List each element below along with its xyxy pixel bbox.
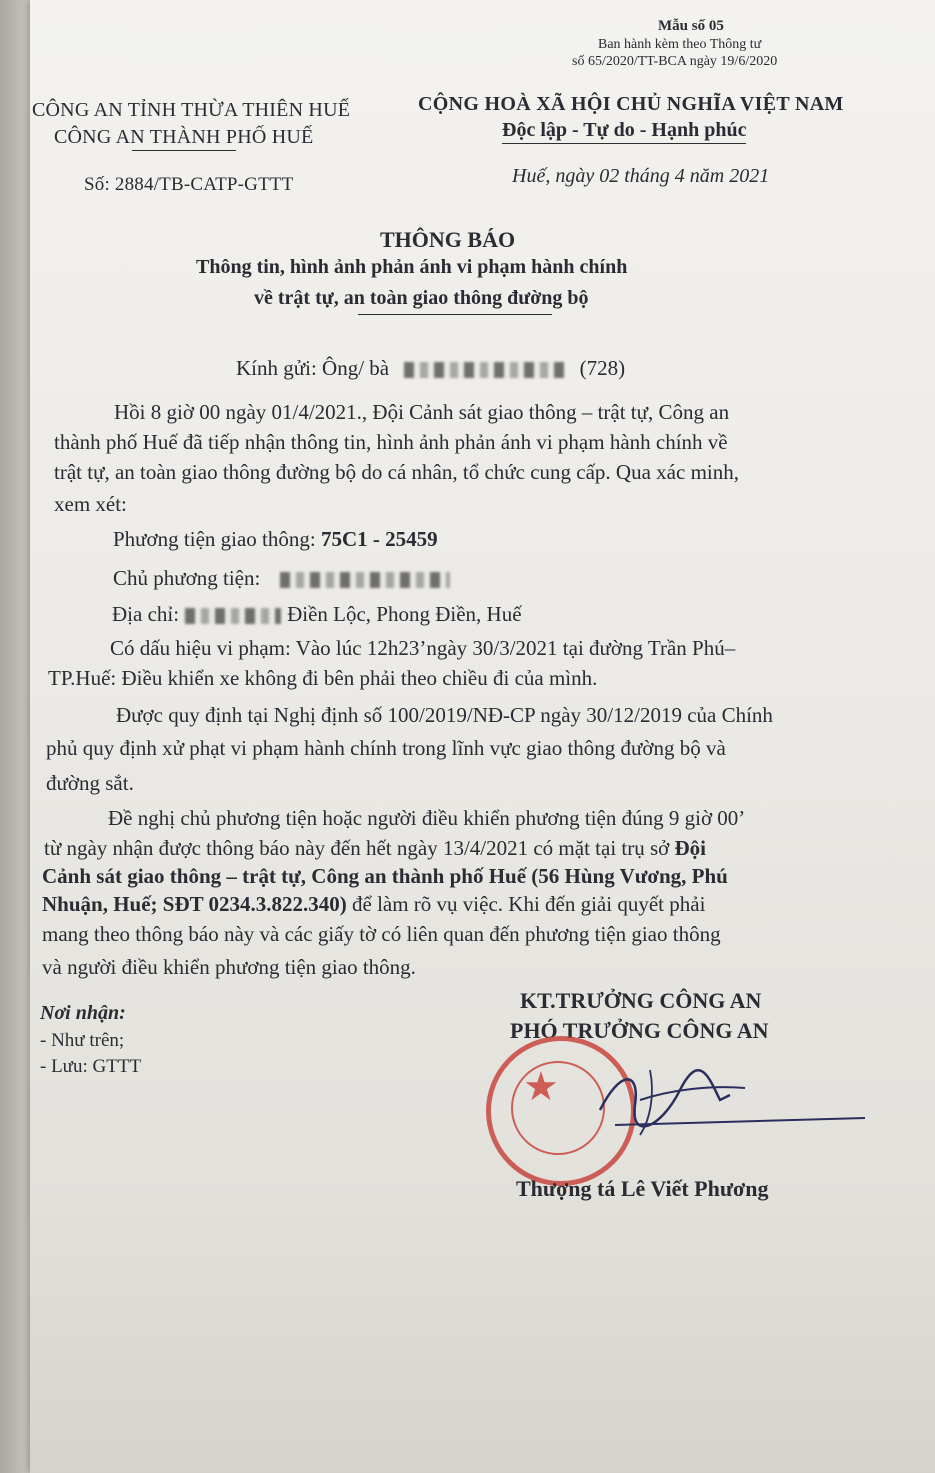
nation-heading: CỘNG HOÀ XÃ HỘI CHỦ NGHĨA VIỆT NAM — [418, 93, 844, 115]
request-line2 — [44, 836, 706, 861]
owner-line — [113, 566, 450, 591]
redacted-address — [185, 608, 281, 624]
signature-title-line1: KT.TRƯỞNG CÔNG AN — [520, 988, 762, 1013]
signature-title-line2: PHÓ TRƯỞNG CÔNG AN — [510, 1018, 769, 1043]
vehicle-label: Phương tiện giao thông: — [113, 527, 321, 551]
request-line5: mang theo thông báo này và các giấy tờ có liên quan đến phương tiện giao thông — [42, 922, 721, 946]
form-reference-line2: số 65/2020/TT-BCA ngày 19/6/2020 — [572, 54, 778, 69]
document-subtitle-line1: Thông tin, hình ảnh phản ánh vi phạm hành chính — [196, 256, 628, 278]
vehicle-line — [113, 527, 438, 552]
agency-parent: CÔNG AN TỈNH THỪA THIÊN HUẾ — [32, 99, 351, 121]
agency-underline — [132, 150, 236, 151]
document-title: THÔNG BÁO — [380, 227, 516, 252]
address-tail: Điền Lộc, Phong Điền, Huế — [287, 602, 522, 626]
violation-line1: Có dấu hiệu vi phạm: Vào lúc 12h23’ngày 30/3/2021 tại đường Trần Phú– — [110, 636, 736, 660]
body-p1-line1: Hồi 8 giờ 00 ngày 01/4/2021., Đội Cảnh sát giao thông – trật tự, Công an — [114, 400, 730, 424]
violation-line2: TP.Huế: Điều khiển xe không đi bên phải theo chiều đi của mình. — [48, 666, 598, 690]
address-line — [112, 602, 522, 627]
document-number: Số: 2884/TB-CATP-GTTT — [84, 174, 294, 195]
request-line4 — [42, 892, 705, 917]
request-line2-bold: Đội — [674, 836, 707, 860]
body-p1-line4: xem xét: — [54, 492, 127, 516]
request-line2-text: từ ngày nhận được thông báo này đến hết ngày 13/4/2021 có mặt tại trụ sở — [44, 836, 675, 860]
regulation-line2: phủ quy định xử phạt vi phạm hành chính trong lĩnh vực giao thông đường bộ và — [46, 736, 726, 760]
regulation-line1: Được quy định tại Nghị định số 100/2019/NĐ-CP ngày 30/12/2019 của Chính — [116, 703, 773, 727]
recipients-item-1: - Như trên; — [40, 1030, 125, 1051]
body-p1-line3: trật tự, an toàn giao thông đường bộ do cá nhân, tổ chức cung cấp. Qua xác minh, — [54, 460, 739, 484]
request-line6: và người điều khiển phương tiện giao thông. — [42, 955, 416, 979]
address-label: Địa chỉ: — [112, 602, 180, 626]
signer-name: Thượng tá Lê Viết Phương — [516, 1176, 769, 1201]
form-number: Mẫu số 05 — [658, 18, 724, 34]
request-line4-bold: Nhuận, Huế; SĐT 0234.3.822.340) — [42, 892, 347, 916]
recipient-line — [236, 356, 625, 381]
place-and-date: Huế, ngày 02 tháng 4 năm 2021 — [512, 165, 770, 187]
request-line3: Cảnh sát giao thông – trật tự, Công an thành phố Huế (56 Hùng Vương, Phú — [42, 864, 728, 888]
recipient-label: Kính gửi: Ông/ bà — [236, 356, 390, 380]
recipients-item-2: - Lưu: GTTT — [40, 1056, 142, 1077]
page-edge-shadow — [0, 0, 30, 1473]
request-line4-text: để làm rõ vụ việc. Khi đến giải quyết phải — [346, 892, 706, 916]
form-reference-line1: Ban hành kèm theo Thông tư — [598, 37, 762, 52]
regulation-line3: đường sắt. — [46, 771, 134, 795]
recipients-heading: Nơi nhận: — [40, 1002, 126, 1024]
agency-name: CÔNG AN THÀNH PHỐ HUẾ — [54, 126, 314, 148]
handwritten-signature — [580, 1050, 870, 1150]
document-subtitle-line2: về trật tự, an toàn giao thông đường bộ — [254, 287, 589, 309]
national-motto: Độc lập - Tự do - Hạnh phúc — [502, 119, 746, 144]
request-line1: Đề nghị chủ phương tiện hoặc người điều khiển phương tiện đúng 9 giờ 00’ — [108, 806, 746, 830]
vehicle-plate: 75C1 - 25459 — [320, 527, 438, 551]
redacted-recipient-name — [404, 362, 564, 378]
redacted-owner-name — [280, 572, 450, 588]
recipient-code: (728) — [579, 356, 626, 380]
owner-label: Chủ phương tiện: — [113, 566, 261, 590]
subtitle-underline — [358, 314, 552, 315]
body-p1-line2: thành phố Huế đã tiếp nhận thông tin, hình ảnh phản ánh vi phạm hành chính về — [54, 430, 728, 454]
seal-star-icon: ★ — [523, 1064, 559, 1109]
